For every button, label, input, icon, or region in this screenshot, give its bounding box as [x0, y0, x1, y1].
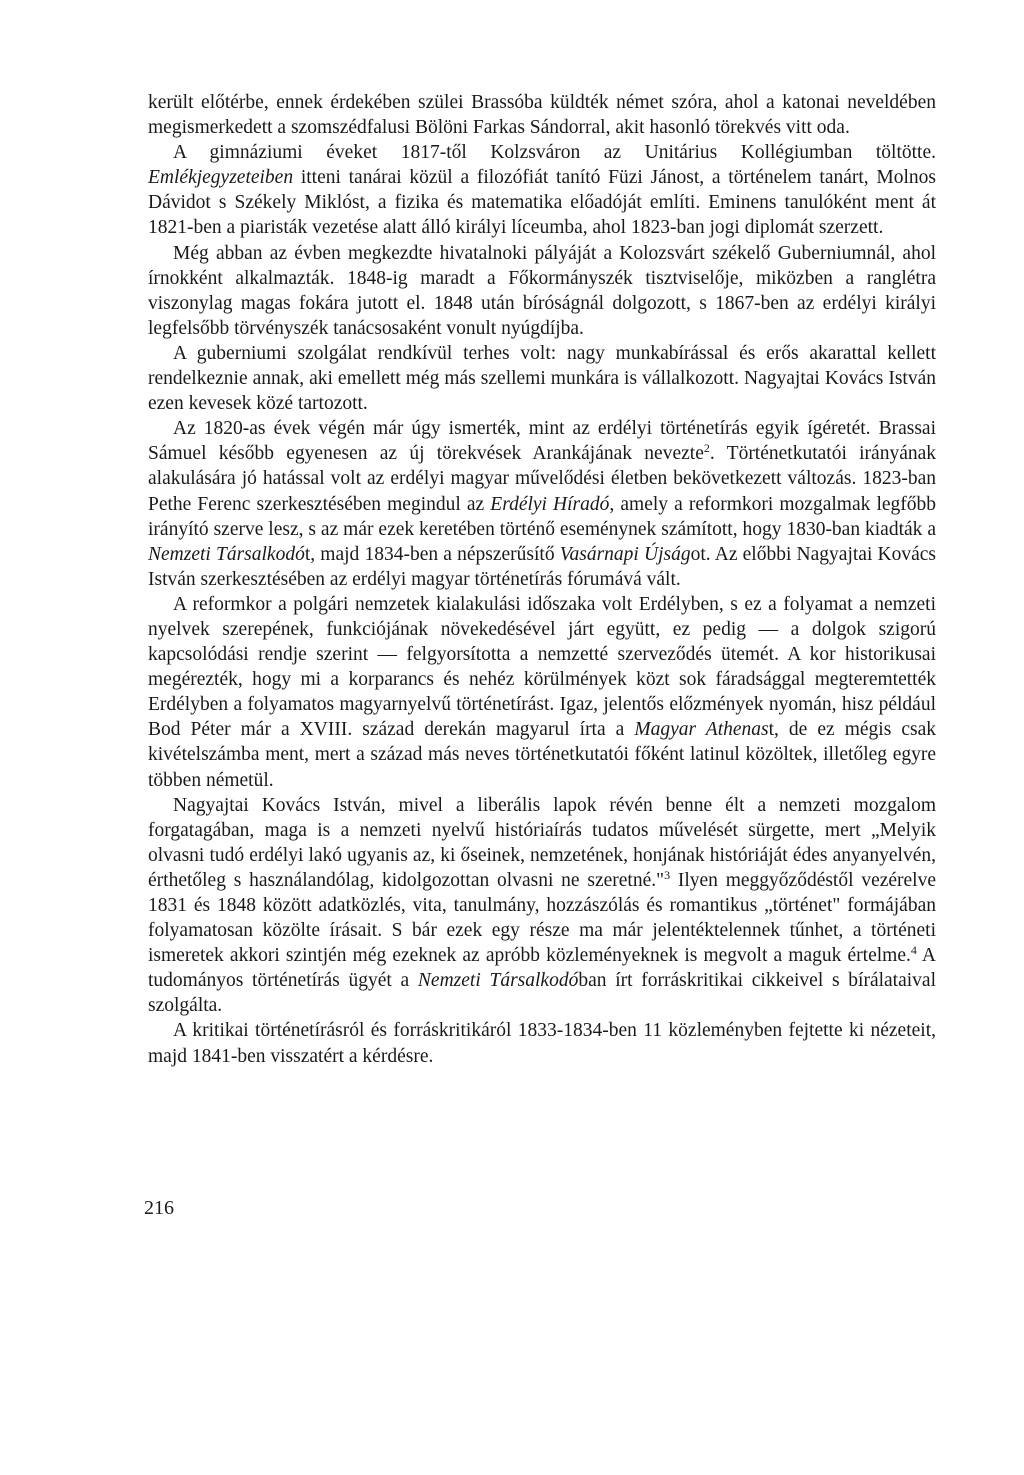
paragraph — [148, 793, 936, 1019]
paragraph — [148, 140, 936, 240]
italic-title: Magyar Athenas — [634, 719, 769, 741]
text-run: A guberniumi szolgálat rendkívül terhes volt: nagy munkabírással és erős akarattal kellett rendelkeznie annak, aki emellett még más szellemi munkára is vállalkozott. Nagyajtai Kovács István ezen kevesek közé tartozott. — [148, 342, 936, 415]
text-run: . Történetkutatói irányának alakulására jó hatással volt az erdélyi magyar művelődési életben bekövetkezett változás. 1823-ban Pethe Ferenc szerkesztésében megindul az — [148, 443, 937, 515]
document-body — [148, 90, 936, 1069]
italic-title: Emlékjegyzeteiben — [148, 167, 294, 189]
italic-title: Nemzeti Társalkodó — [417, 970, 579, 992]
italic-title: Erdélyi Híradó — [490, 493, 610, 515]
text-run: került előtérbe, ennek érdekében szülei Brassóba küldték német szóra, ahol a katonai neveldében megismerkedett a szomszédfalusi Bölöni Farkas Sándorral, akit hasonló törekvés vitt oda. — [148, 92, 936, 139]
paragraph — [148, 416, 936, 592]
paragraph — [148, 90, 936, 140]
paragraph — [148, 592, 936, 793]
footnote-ref: 2 — [703, 441, 710, 456]
text-run: A tudományos történetírás ügyét a — [148, 945, 936, 992]
text-run: , amely a reformkori mozgalmak legfőbb irányító szerve lesz, s az már ezek keretében történő eseménynek számított, hogy 1830-ban kiadták a — [148, 493, 937, 540]
text-run: ban írt forráskritikai cikkeivel s bírálataival szolgálta. — [148, 970, 936, 1017]
page-number: 216 — [144, 1197, 174, 1219]
paragraph — [148, 241, 936, 341]
paragraph — [148, 341, 936, 416]
italic-title: Vasárnapi Újság — [559, 543, 691, 565]
text-run: Még abban az évben megkezdte hivatalnoki pályáját a Kolozsvárt székelő Guberniumnál, ahol írnokként alkalmazták. 1848-ig maradt a Főkormányszék tisztviselője, miközben a ranglétra viszonylag magas fokára jutott el. 1848 után bíróságnál dolgozott, s 1867-ben az erdélyi királyi legfelsőbb törvényszék tanácsosaként vonult nyúgdíjba. — [148, 242, 936, 339]
text-run: Az 1820-as évek végén már úgy ismerték, mint az erdélyi történetírás egyik ígéretét. Brassai Sámuel később egyenesen az új törekvések Arankájának nevezte — [148, 418, 936, 465]
footnote-ref: 4 — [910, 943, 917, 958]
text-run: A reformkor a polgári nemzetek kialakulási időszaka volt Erdélyben, s ez a folyamat a nemzeti nyelvek szerepének, funkciójának növekedésével járt együtt, ez pedig — a dolgok szigorú kapcsolódási rendje szerint — felgyorsította a nemzetté szerveződés ütemét. A kor historikusai megérezték, hogy mi a korparancs és nehéz körülmények közt sok fáradsággal megteremtették Erdélyben a folyamatos magyarnyelvű történetírást. Igaz, jelentős előzmények nyomán, hisz például Bod Péter már a XVIII. század derekán magyarul írta a — [148, 593, 936, 741]
paragraph — [148, 1018, 936, 1068]
text-run: Nagyajtai Kovács István, mivel a liberális lapok révén benne élt a nemzeti mozgalom forgatagában, maga is a nemzeti nyelvű históriaírás tudatos művelését sürgette, mert „Melyik olvasni tudó erdélyi lakó ugyanis az, ki őseinek, nemzetének, honjának históriáját édes anyanyelvén, érthetőleg s használandólag, kidolgozottan olvasni ne szeretné." — [148, 794, 936, 891]
text-run: Ilyen meggyőződéstől vezérelve 1831 és 1848 között adatközlés, vita, tanulmány, hozzászólás és romantikus „történet" formájában folyamatosan közölte írásait. S bár ezek egy része ma már jelentéktelennek tűnhet, a történeti ismeretek akkori szintjén még ezeknek az apróbb közleményeknek is megvolt a maguk értelme. — [148, 869, 937, 967]
text-run: A kritikai történetírásról és forráskritikáról 1833-1834-ben 11 közleményben fejtette ki nézeteit, majd 1841-ben visszatért a kérdésre. — [148, 1020, 936, 1067]
text-run: ot. Az előbbi Nagyajtai Kovács István szerkesztésében az erdélyi magyar történetírás fórumává vált. — [148, 543, 937, 590]
text-run: A gimnáziumi éveket 1817-től Kolzsváron az Unitárius Kollégiumban töltötte. — [173, 142, 936, 164]
footnote-ref: 3 — [664, 867, 671, 882]
text-run: t, de ez mégis csak kivételszámba ment, mert a század más neves történetkutatói főként latinul közöltek, illetőleg egyre többen németül. — [148, 719, 936, 791]
text-run: t, majd 1834-ben a népszerűsítő — [304, 543, 560, 565]
text-run: itteni tanárai közül a filozófiát tanító Füzi Jánost, a történelem tanárt, Molnos Dávidot s Székely Miklóst, a fizika és matematika előadóját említi. Eminens tanulóként ment át 1821-ben a piaristák vezetése alatt álló királyi líceumba, ahol 1823-ban jogi diplomát szerzett. — [148, 167, 936, 239]
italic-title: Nemzeti Társalkodó — [148, 543, 305, 565]
